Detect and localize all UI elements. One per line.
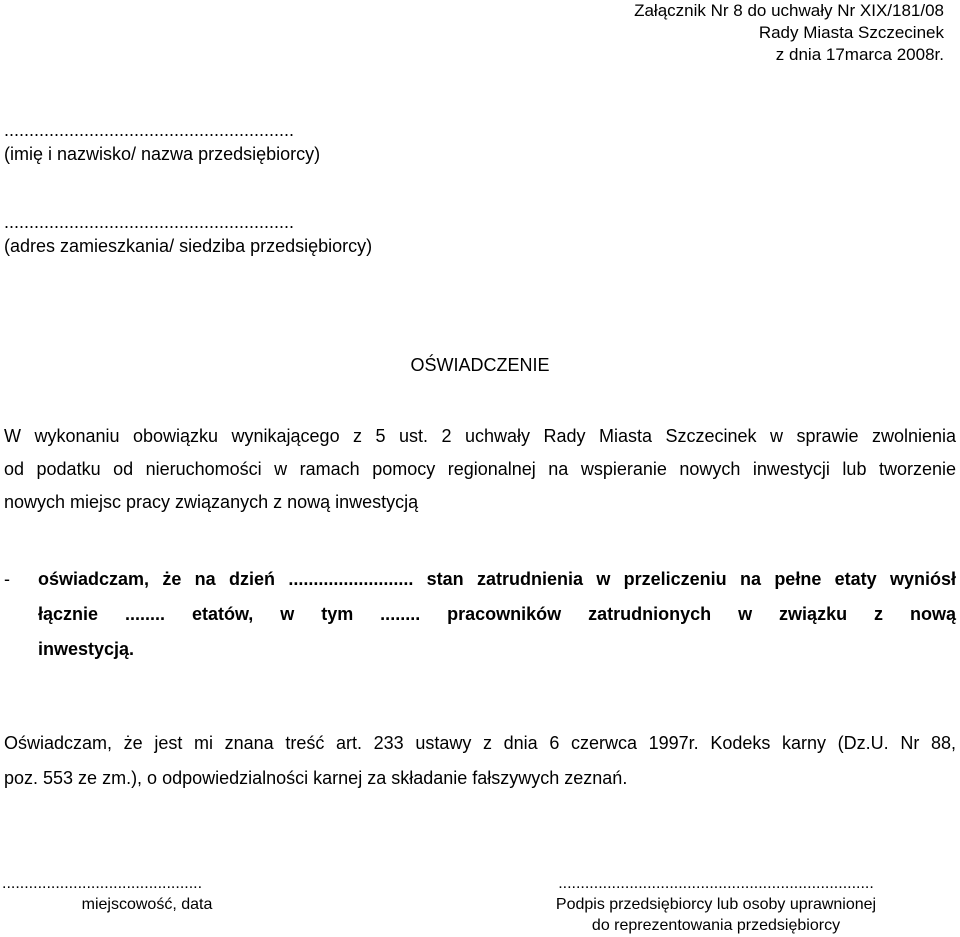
applicant-name-label: (imię i nazwisko/ nazwa przedsiębiorcy) bbox=[4, 144, 321, 164]
entrepreneur-signature-label-2: do reprezentowania przedsiębiorcy bbox=[591, 917, 841, 934]
intro-line-1: W wykonaniu obowiązku wynikającego z 5 ust. 2 uchwały Rady Miasta Szczecinek w sprawie zwolnienia bbox=[4, 426, 956, 446]
declaration-line-1: oświadczam, że na dzień ......................... stan zatrudnienia w przeliczeniu na pełne etaty wyniósł bbox=[38, 569, 956, 589]
applicant-address-field bbox=[4, 210, 372, 258]
header-line-1: Załącznik Nr 8 do uchwały Nr XIX/181/08 bbox=[634, 1, 944, 20]
entrepreneur-signature-label-1: Podpis przedsiębiorcy lub osoby uprawnionej bbox=[555, 896, 877, 913]
applicant-address-dots: .......................................................... bbox=[4, 212, 295, 232]
header-line-3: z dnia 17marca 2008r. bbox=[775, 45, 944, 64]
liability-line-1: Oświadczam, że jest mi znana treść art. 233 ustawy z dnia 6 czerwca 1997r. Kodeks karny (Dz.U. Nr 88, bbox=[4, 733, 956, 753]
applicant-address-label: (adres zamieszkania/ siedziba przedsiębiorcy) bbox=[4, 236, 373, 256]
attachment-header bbox=[634, 0, 944, 66]
document-title: OŚWIADCZENIE bbox=[410, 355, 550, 375]
declaration-line-3: inwestycją. bbox=[38, 639, 135, 659]
entrepreneur-signature bbox=[488, 873, 944, 936]
place-date-label: miejscowość, data bbox=[81, 896, 213, 913]
entrepreneur-signature-dots: ....................................................................... bbox=[558, 875, 874, 892]
applicant-name-dots: .......................................................... bbox=[4, 120, 295, 140]
intro-line-3: nowych miejsc pracy związanych z nową inwestycją bbox=[4, 492, 419, 512]
intro-line-2: od podatku od nieruchomości w ramach pomocy regionalnej na wspieranie nowych inwestycji lub tworzenie bbox=[4, 459, 956, 479]
employment-declaration bbox=[4, 562, 956, 667]
header-line-2: Rady Miasta Szczecinek bbox=[758, 23, 944, 42]
liability-line-2: poz. 553 ze zm.), o odpowiedzialności karnej za składanie fałszywych zeznań. bbox=[4, 768, 628, 788]
declaration-dash: - bbox=[4, 569, 10, 589]
applicant-name-field bbox=[4, 118, 320, 166]
place-date-signature bbox=[2, 873, 292, 915]
intro-paragraph bbox=[4, 420, 956, 519]
declaration-line-2: łącznie ........ etatów, w tym ........ pracowników zatrudnionych w związku z nową bbox=[38, 604, 956, 624]
liability-paragraph bbox=[4, 726, 956, 796]
place-date-dots: ............................................. bbox=[2, 875, 203, 892]
